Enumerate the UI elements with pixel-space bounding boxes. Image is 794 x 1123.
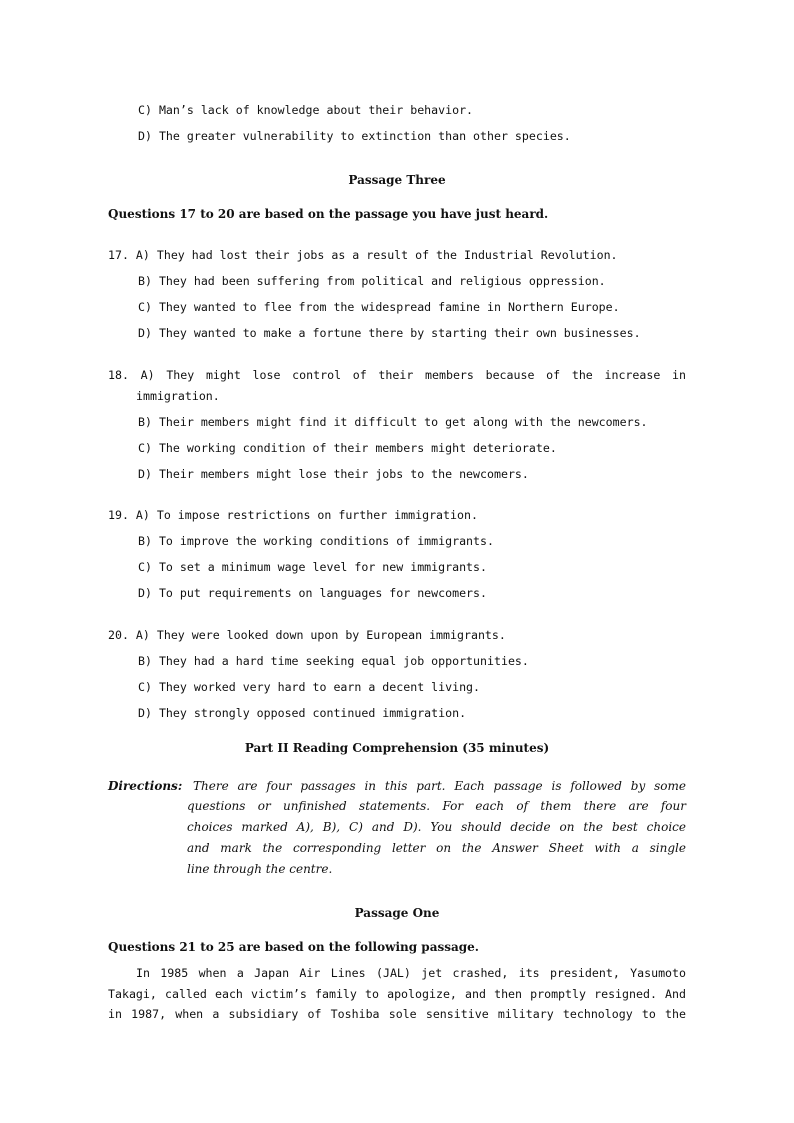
question-17-option-b: B) They had been suffering from political and religious oppression. [138,274,606,288]
question-20-option-b: B) They had a hard time seeking equal job opportunities. [138,654,529,668]
question-18-option-c: C) The working condition of their members might deteriorate. [138,441,557,455]
question-20-option-c: C) They worked very hard to earn a decent living. [138,680,481,694]
question-17-option-c: C) They wanted to flee from the widespread famine in Northern Europe. [138,300,620,314]
directions-line-2: questions or unfinished statements. For each of them there are four [187,799,686,813]
question-20: 20. A) They were looked down upon by European immigrants. [108,628,506,642]
directions-label: Directions: [108,779,183,793]
part-ii-title: Part II Reading Comprehension (35 minutes) [244,741,550,755]
question-18-option-d: D) Their members might lose their jobs to the newcomers. [138,467,529,481]
question-19-option-c: C) To set a minimum wage level for new immigrants. [138,560,488,574]
passage-three-title: Passage Three [348,173,446,187]
passage-one-line-3: in 1987, when a subsidiary of Toshiba sole sensitive military technology to the [108,1007,686,1021]
question-17-option-d: D) They wanted to make a fortune there by starting their own businesses. [138,326,641,340]
option-c-line: C) Man’s lack of knowledge about their behavior. [138,103,474,117]
question-18-option-b: B) Their members might find it difficult to get along with the newcomers. [138,415,648,429]
passage-one-instruction: Questions 21 to 25 are based on the following passage. [108,940,479,954]
passage-one-title: Passage One [354,906,440,920]
directions-line-4: and mark the corresponding letter on the Answer Sheet with a single [187,841,686,855]
question-18: 18. A) They might lose control of their members because of the increase in [108,368,686,382]
directions-line-3: choices marked A), B), C) and D). You should decide on the best choice [187,820,686,834]
question-18-continuation: immigration. [136,389,220,403]
passage-three-instruction: Questions 17 to 20 are based on the passage you have just heard. [108,207,549,221]
directions-line-5: line through the centre. [187,862,333,876]
directions-line-1: There are four passages in this part. Each passage is followed by some [193,779,686,793]
passage-one-line-1: In 1985 when a Japan Air Lines (JAL) jet crashed, its president, Yasumoto [136,966,686,980]
question-19-option-b: B) To improve the working conditions of immigrants. [138,534,494,548]
question-17: 17. A) They had lost their jobs as a result of the Industrial Revolution. [108,248,618,262]
passage-one-line-2: Takagi, called each victim’s family to apologize, and then promptly resigned. And [108,987,686,1001]
question-19-option-d: D) To put requirements on languages for newcomers. [138,586,488,600]
question-19: 19. A) To impose restrictions on further immigration. [108,508,478,522]
question-20-option-d: D) They strongly opposed continued immigration. [138,706,467,720]
option-d-line: D) The greater vulnerability to extinction than other species. [138,129,571,143]
